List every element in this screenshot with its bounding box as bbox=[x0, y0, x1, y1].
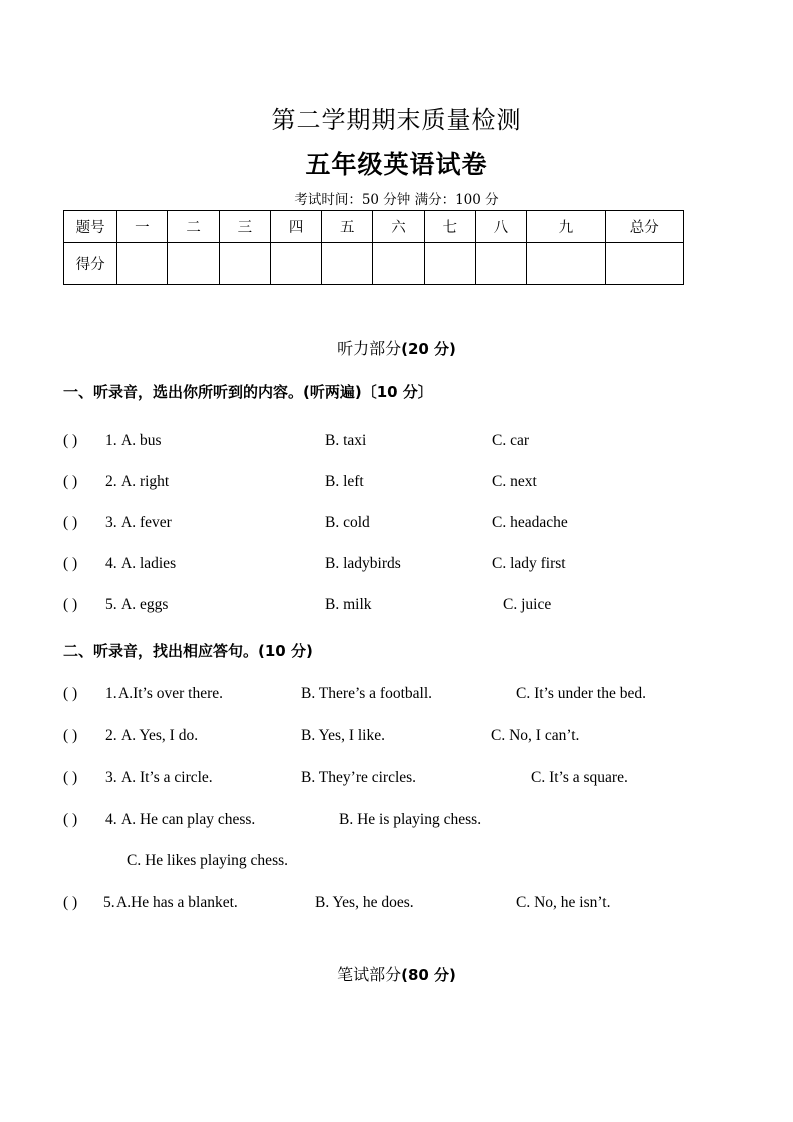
q1-5-option-c[interactable]: C. juice bbox=[503, 596, 552, 613]
question-row bbox=[63, 473, 763, 495]
question-row bbox=[63, 432, 763, 454]
q1-3-option-c[interactable]: C. headache bbox=[492, 514, 568, 531]
score-cell-4[interactable] bbox=[270, 243, 321, 285]
score-cell-3[interactable] bbox=[219, 243, 270, 285]
q2-2-option-a[interactable]: A. Yes, I do. bbox=[121, 727, 199, 744]
q1-2-option-b[interactable]: B. left bbox=[325, 473, 364, 490]
score-table-header-1: 一 bbox=[117, 211, 168, 243]
question-row bbox=[63, 555, 763, 577]
question-row bbox=[63, 727, 763, 749]
score-cell-2[interactable] bbox=[168, 243, 219, 285]
q1-1-answer-blank[interactable]: ( ) bbox=[63, 432, 78, 449]
q2-2-number: 2. bbox=[105, 727, 117, 744]
score-table-row-label-question: 题号 bbox=[64, 211, 117, 243]
q1-3-number: 3. bbox=[105, 514, 117, 531]
q1-4-option-b[interactable]: B. ladybirds bbox=[325, 555, 401, 572]
section-1-heading: 一、听录音，选出你所听到的内容。(听两遍)〔10 分〕 bbox=[63, 383, 433, 401]
score-cell-9[interactable] bbox=[527, 243, 605, 285]
score-table-row-label-score: 得分 bbox=[64, 243, 117, 285]
q1-4-option-a[interactable]: A. ladies bbox=[121, 555, 177, 572]
question-row bbox=[63, 894, 763, 916]
q2-3-answer-blank[interactable]: ( ) bbox=[63, 769, 78, 786]
q1-1-option-b[interactable]: B. taxi bbox=[325, 432, 367, 449]
q2-1-option-a[interactable]: A.It’s over there. bbox=[118, 685, 224, 702]
q1-3-answer-blank[interactable]: ( ) bbox=[63, 514, 78, 531]
score-table-header-4: 四 bbox=[270, 211, 321, 243]
q1-4-option-c[interactable]: C. lady first bbox=[492, 555, 566, 572]
section-2-heading: 二、听录音，找出相应答句。(10 分) bbox=[63, 642, 313, 660]
q1-2-number: 2. bbox=[105, 473, 117, 490]
q1-3-option-b[interactable]: B. cold bbox=[325, 514, 370, 531]
q1-5-option-a[interactable]: A. eggs bbox=[121, 596, 169, 613]
question-row bbox=[63, 685, 763, 707]
q2-5-option-b[interactable]: B. Yes, he does. bbox=[315, 894, 414, 911]
score-cell-total[interactable] bbox=[605, 243, 684, 285]
q1-1-number: 1. bbox=[105, 432, 117, 449]
written-part-points: (80 分) bbox=[401, 966, 456, 984]
score-table bbox=[63, 210, 684, 285]
q2-1-answer-blank[interactable]: ( ) bbox=[63, 685, 78, 702]
score-table-header-total: 总分 bbox=[605, 211, 684, 243]
q2-5-option-c[interactable]: C. No, he isn’t. bbox=[516, 894, 611, 911]
q1-2-answer-blank[interactable]: ( ) bbox=[63, 473, 78, 490]
q1-2-option-c[interactable]: C. next bbox=[492, 473, 537, 490]
table-row bbox=[64, 243, 684, 285]
score-table-header-9: 九 bbox=[527, 211, 605, 243]
exam-info: 考试时间：50 分钟 满分：100 分 bbox=[294, 192, 499, 208]
q2-5-option-a[interactable]: A.He has a blanket. bbox=[116, 894, 238, 911]
q2-4-option-a[interactable]: A. He can play chess. bbox=[121, 811, 256, 828]
score-cell-8[interactable] bbox=[475, 243, 526, 285]
q1-1-option-a[interactable]: A. bus bbox=[121, 432, 162, 449]
score-cell-7[interactable] bbox=[424, 243, 475, 285]
q2-5-number: 5. bbox=[103, 894, 115, 911]
q2-4-number: 4. bbox=[105, 811, 117, 828]
question-row bbox=[63, 596, 763, 618]
q1-3-option-a[interactable]: A. fever bbox=[121, 514, 172, 531]
q2-4-option-b[interactable]: B. He is playing chess. bbox=[339, 811, 482, 828]
q1-1-option-c[interactable]: C. car bbox=[492, 432, 530, 449]
written-part-heading bbox=[0, 962, 793, 985]
table-row bbox=[64, 211, 684, 243]
score-table-header-6: 六 bbox=[373, 211, 424, 243]
score-table-header-8: 八 bbox=[475, 211, 526, 243]
q1-5-answer-blank[interactable]: ( ) bbox=[63, 596, 78, 613]
q2-2-option-b[interactable]: B. Yes, I like. bbox=[301, 727, 385, 744]
score-table-header-3: 三 bbox=[219, 211, 270, 243]
score-table-header-7: 七 bbox=[424, 211, 475, 243]
q2-4-answer-blank[interactable]: ( ) bbox=[63, 811, 78, 828]
q1-5-number: 5. bbox=[105, 596, 117, 613]
page-title: 第二学期期末质量检测 bbox=[271, 106, 522, 134]
q2-2-option-c[interactable]: C. No, I can’t. bbox=[491, 727, 580, 744]
score-cell-5[interactable] bbox=[322, 243, 373, 285]
q1-4-answer-blank[interactable]: ( ) bbox=[63, 555, 78, 572]
q2-1-number: 1. bbox=[105, 685, 117, 702]
score-cell-6[interactable] bbox=[373, 243, 424, 285]
q2-1-option-b[interactable]: B. There’s a football. bbox=[301, 685, 433, 702]
q2-3-option-c[interactable]: C. It’s a square. bbox=[531, 769, 628, 786]
written-part-label: 笔试部分 bbox=[337, 965, 402, 984]
listening-part-label: 听力部分 bbox=[337, 339, 402, 358]
q1-2-option-a[interactable]: A. right bbox=[121, 473, 170, 490]
q2-1-option-c[interactable]: C. It’s under the bed. bbox=[516, 685, 647, 702]
q2-5-answer-blank[interactable]: ( ) bbox=[63, 894, 78, 911]
question-row bbox=[63, 811, 763, 833]
q2-3-option-a[interactable]: A. It’s a circle. bbox=[121, 769, 213, 786]
q2-3-number: 3. bbox=[105, 769, 117, 786]
listening-part-points: (20 分) bbox=[401, 340, 456, 358]
score-table-header-5: 五 bbox=[322, 211, 373, 243]
q2-3-option-b[interactable]: B. They’re circles. bbox=[301, 769, 417, 786]
page-subtitle: 五年级英语试卷 bbox=[305, 150, 488, 179]
listening-part-heading bbox=[0, 336, 793, 359]
score-cell-1[interactable] bbox=[117, 243, 168, 285]
q2-2-answer-blank[interactable]: ( ) bbox=[63, 727, 78, 744]
q2-4-option-c[interactable]: C. He likes playing chess. bbox=[127, 852, 289, 869]
q1-4-number: 4. bbox=[105, 555, 117, 572]
q1-5-option-b[interactable]: B. milk bbox=[325, 596, 372, 613]
question-row bbox=[63, 769, 763, 791]
question-row bbox=[63, 514, 763, 536]
score-table-header-2: 二 bbox=[168, 211, 219, 243]
